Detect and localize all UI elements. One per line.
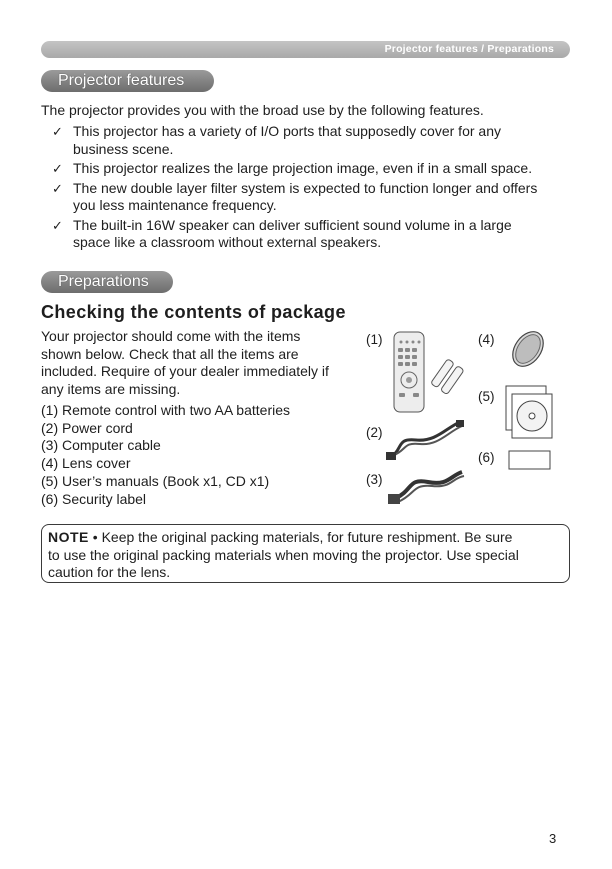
lens-cover-icon <box>506 327 550 371</box>
package-item-list <box>41 402 290 508</box>
list-item: (1) Remote control with two AA batteries <box>41 402 290 418</box>
list-item <box>41 180 566 215</box>
running-header <box>41 41 570 58</box>
intro-text: The projector provides you with the broad use by the following features. <box>41 102 484 118</box>
picture-label-3: (3) <box>366 472 383 487</box>
list-item: (3) Computer cable <box>41 437 161 454</box>
checkmark-icon: ✓ <box>52 180 63 196</box>
manuals-icon <box>502 384 552 440</box>
note-text: • Keep the original packing materials, for future reshipment. Be sure <box>92 529 513 545</box>
list-item: (2) Power cord <box>41 419 133 436</box>
picture-label-1: (1) <box>366 332 383 347</box>
running-header-text: Projector features / Preparations <box>384 43 554 55</box>
paragraph-line: included. Require of your dealer immediately if <box>41 363 329 379</box>
picture-label-4: (4) <box>478 332 495 347</box>
picture-label-2: (2) <box>366 425 383 440</box>
feature-text: The built-in 16W speaker can deliver sufficient sound volume in a large <box>73 216 512 233</box>
paragraph-line: Your projector should come with the items <box>41 328 301 344</box>
feature-list <box>41 123 566 254</box>
package-paragraph <box>41 328 346 398</box>
section-heading-preparations-text: Preparations <box>58 273 149 290</box>
list-item: (5) User’s manuals (Book x1, CD x1) <box>41 472 270 489</box>
list-item <box>41 123 566 158</box>
picture-label-5: (5) <box>478 389 495 404</box>
paragraph-line: any items are missing. <box>41 380 181 397</box>
paragraph-line: shown below. Check that all the items are <box>41 345 299 362</box>
note-text: to use the original packing materials when moving the projector. Use special <box>48 546 519 563</box>
note-text: caution for the lens. <box>48 564 171 580</box>
note-label: NOTE <box>48 529 89 545</box>
section-heading-features-text: Projector features <box>58 72 185 89</box>
list-item: (4) Lens cover <box>41 455 131 472</box>
picture-label-6: (6) <box>478 450 495 465</box>
batteries-icon <box>392 330 467 415</box>
feature-text: space like a classroom without external speakers. <box>73 234 382 250</box>
security-label-icon <box>508 450 552 472</box>
feature-text: The new double layer filter system is expected to function longer and offers <box>73 179 538 196</box>
feature-text: you less maintenance frequency. <box>73 197 277 213</box>
list-item <box>41 160 566 178</box>
note-box <box>41 524 570 583</box>
list-item <box>41 217 566 252</box>
checkmark-icon: ✓ <box>52 161 63 176</box>
package-title: Checking the contents of package <box>41 302 346 322</box>
checkmark-icon: ✓ <box>52 217 63 233</box>
section-heading-features <box>41 70 214 92</box>
feature-text: business scene. <box>73 140 174 157</box>
checkmark-icon: ✓ <box>52 124 63 139</box>
page-number: 3 <box>549 831 557 846</box>
computer-cable-icon <box>388 468 466 506</box>
section-heading-preparations <box>41 271 173 293</box>
power-cord-icon <box>386 418 466 463</box>
feature-text: This projector realizes the large projection image, even if in a small space. <box>73 160 533 176</box>
list-item: (6) Security label <box>41 490 147 507</box>
feature-text: This projector has a variety of I/O ports that supposedly cover for any <box>73 123 501 139</box>
